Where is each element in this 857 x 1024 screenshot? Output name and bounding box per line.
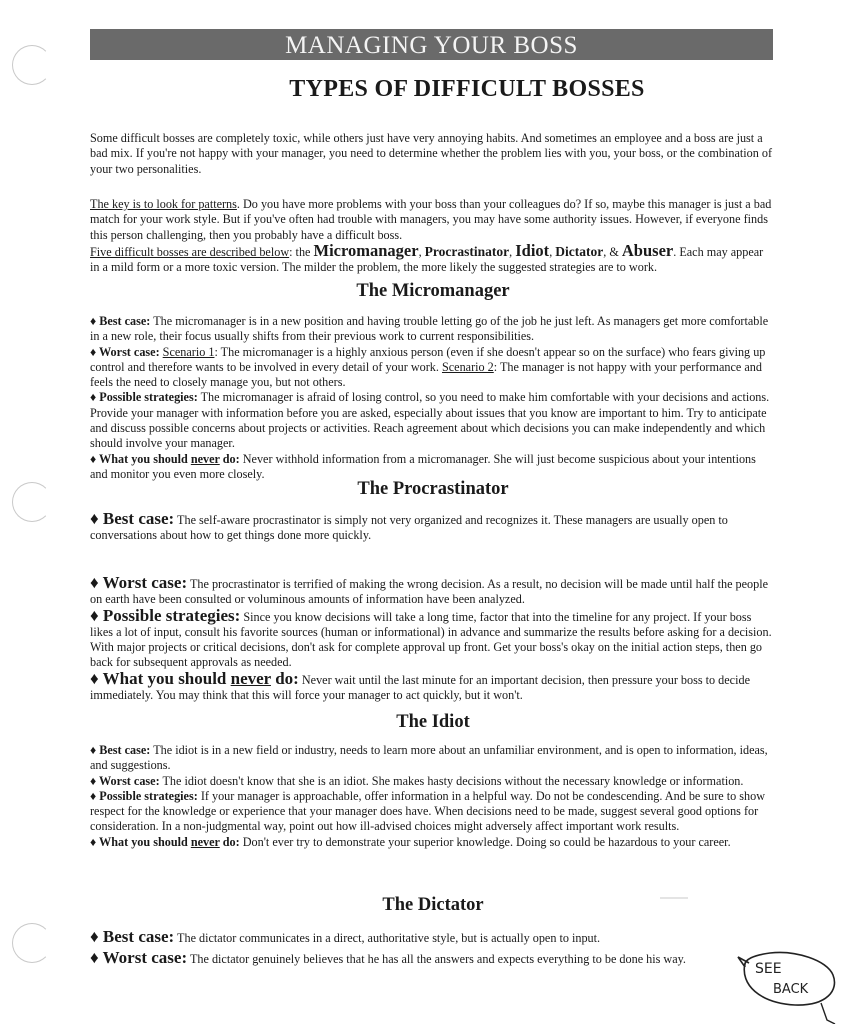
section-procrastinator-rest [90,575,774,703]
never-pre: ♦ What you should [90,668,231,688]
section-micromanager [90,314,774,482]
idiot-best [90,743,774,774]
best-label: ♦ Best case: [90,743,151,757]
strat-label: ♦ Possible strategies: [90,390,198,405]
idiot-worst [90,774,774,789]
patterns-text [90,197,774,243]
heading-dictator: The Dictator [382,895,484,915]
best-label: ♦ Best case: [90,509,175,528]
heading-micromanager: The Micromanager [356,281,510,301]
procrastinator-strategies [90,605,774,671]
best-label: ♦ Best case: [90,927,175,946]
procrastinator-worst [90,575,774,608]
five-end: . Each may appear in a mild form or a more toxic version. The milder the problem, the more likely the suggested strategies are to work. [90,244,764,275]
sep4: , & [603,244,622,259]
best-label: ♦ Best case: [90,314,151,328]
punch-hole-bottom [12,923,52,963]
boss-name-abuser: Abuser [621,240,674,260]
strat-text: The micromanager is afraid of losing control, so you need to make him comfortable with your decisions and actions. Provide your manager with information before you are asked, especially about issues that you know are important to him. Try to anticipate and discuss possible concerns about projects or activities. Reach agreement about which decisions you can make independently and which should involve your manager. [90,390,770,451]
boss-name-dictator: Dictator [555,243,604,259]
five-colon: : the [289,244,314,259]
best-text: The idiot is in a new field or industry, needs to learn more about an unfamiliar environment, and is open to information, ideas, and suggestions. [90,743,768,773]
worst-label: ♦ Worst case: [90,773,160,788]
key-text: . Do you have more problems with your boss than your colleagues do? If so, maybe this manager is just a bad match for your work style. But if you've often had trouble with managers, you may have some authority issues. However, if everyone finds this person challenging, then you probably have a difficult boss. [90,197,772,242]
micromanager-strategies [90,390,774,451]
best-text: The self-aware procrastinator is simply not very organized and recognizes it. These managers are usually open to conversations about how to get things done more quickly. [90,513,728,543]
scenario-2: Scenario 2 [441,359,494,374]
never-pre: ♦ What you should [90,451,191,466]
worst-text: The idiot doesn't know that she is an idiot. She makes hasty decisions without the necessary knowledge or information. [159,773,744,788]
strat-text: If your manager is approachable, offer information in a helpful way. Do not be condescending. And be sure to show respect for the knowledge or experience that your manager does have. When decisions need to be made, suggest several good options for consideration. In a non-judgmental way, point out how ill-advised choices might adversely affect important work results. [90,788,765,834]
strat-label: ♦ Possible strategies: [90,605,241,625]
heading-idiot: The Idiot [396,712,470,732]
patterns-paragraph [90,197,774,275]
sep2: , [509,244,516,259]
micromanager-worst [90,345,774,391]
sep3: , [549,244,556,259]
idiot-never [90,835,774,850]
idiot-strategies [90,789,774,835]
handwritten-see-back-note [735,945,847,1024]
scenario-1: Scenario 1 [162,344,215,359]
worst-mid: : The micromanager is a highly anxious person (even if she doesn't appear so on the surface) who fears giving up control and therefore wants to be involved in every detail of your work. [90,344,766,374]
svg-text:SEE: SEE [755,961,782,977]
never-text: Never wait until the last minute for an important decision, then pressure your boss to decide immediately. You may think that this will force your manager to act quickly, but it won't. [90,672,750,703]
boss-name-idiot: Idiot [515,240,550,260]
worst-text: The dictator genuinely believes that he has all the answers and expects everything to be done his way. [187,952,686,966]
strat-text: Since you know decisions will take a long time, factor that into the timeline for any project. If your boss likes a lot of input, consult his favorite sources (human or informational) in advance and summarize the results before asking for a decision. With major projects or critical decisions, don't ask for complete approval up front. Get your boss's okay on the initial action steps, then go back for subsequent approvals as needed. [90,609,772,670]
micromanager-best [90,314,774,345]
micromanager-never [90,452,774,483]
five-bosses-text [90,240,774,276]
intro-paragraph [90,131,774,177]
worst-label: ♦ Worst case: [90,344,160,359]
page-banner: MANAGING YOUR BOSS [90,29,773,60]
sep1: , [418,244,425,259]
never-post: do: [270,668,299,688]
section-dictator [90,927,740,969]
section-procrastinator-best [90,511,774,544]
never-post: do: [219,451,240,466]
boss-name-procrastinator: Procrastinator [424,243,510,259]
never-word: never [230,668,271,688]
procrastinator-never [90,668,774,704]
never-text: Never withhold information from a micromanager. She will just become suspicious about your intentions and monitor you even more closely. [90,451,756,481]
key-lead: The key is to look for patterns [90,197,237,211]
svg-text:BACK: BACK [773,982,809,997]
heading-procrastinator: The Procrastinator [357,479,509,499]
boss-name-micromanager: Micromanager [313,240,419,260]
intro-text: Some difficult bosses are completely toxic, while others just have very annoying habits. And sometimes an employee and a boss are just a bad mix. If you're not happy with your manager, you need to determine whether the problem lies with you, your boss, or the combination of your two personalities. [90,131,773,176]
dictator-worst [90,948,740,969]
procrastinator-best [90,511,774,544]
worst-label: ♦ Worst case: [90,573,188,592]
worst-end: : The manager is not happy with your performance and feels the need to closely manage you, but not others. [90,359,762,390]
best-text: The dictator communicates in a direct, authoritative style, but is actually open to input. [174,931,601,945]
never-post: do: [219,834,240,849]
best-text: The micromanager is in a new position and having trouble letting go of the job he just left. As managers get more comfortable in a new role, their focus usually shifts from their previous work to current responsibilities. [90,314,769,344]
page-title: TYPES OF DIFFICULT BOSSES [289,76,645,102]
never-text: Don't ever try to demonstrate your superior knowledge. Doing so could be hazardous to your career. [239,834,731,849]
never-word: never [190,834,220,849]
never-word: never [190,451,220,466]
five-lead: Five difficult bosses are described below [90,244,290,259]
scan-smudge [660,897,688,899]
strat-label: ♦ Possible strategies: [90,788,198,803]
worst-text: The procrastinator is terrified of making the wrong decision. As a result, no decision will be made until half the people on earth have been consulted or voluminous amounts of information have been analyzed. [90,577,769,607]
section-idiot [90,743,774,850]
worst-label: ♦ Worst case: [90,948,188,967]
never-pre: ♦ What you should [90,834,191,849]
dictator-best [90,927,740,948]
